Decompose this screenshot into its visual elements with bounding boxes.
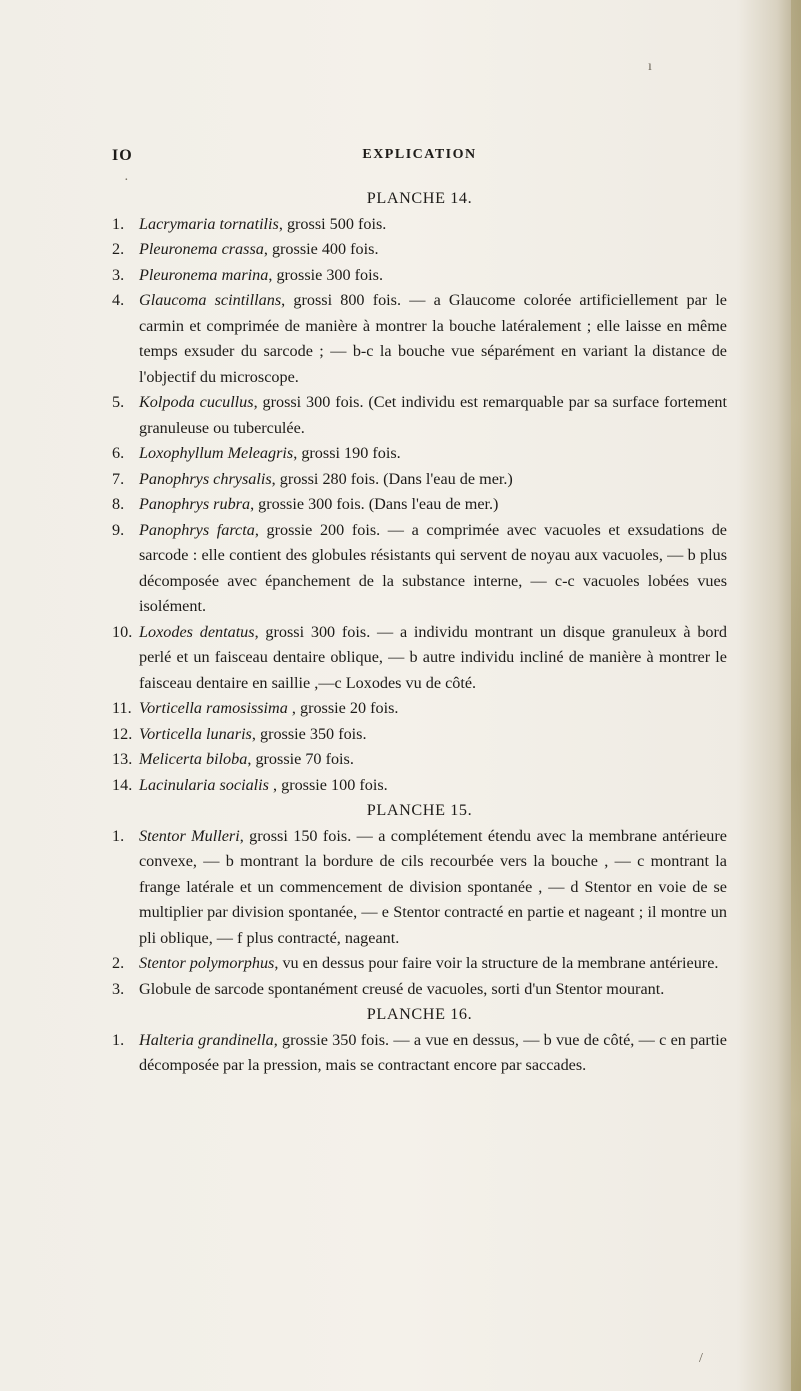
entry-number: 12.	[112, 724, 133, 743]
running-head	[112, 147, 727, 169]
entry-description: , grossie 350 fois. — a vue en dessus, — b vue de côté, — c en partie décomposée par la pression, mais se contractant encore par saccades.	[139, 1030, 727, 1074]
entry-description: , grossie 300 fois. (Dans l'eau de mer.)	[250, 495, 499, 513]
species-name: Stentor polymorphus	[139, 954, 275, 972]
plate-heading: PLANCHE 15.	[366, 801, 473, 819]
species-name: Lacrymaria tornatilis	[139, 214, 279, 233]
page-head-title: EXPLICATION	[362, 147, 477, 162]
plate-entry	[112, 492, 727, 518]
entry-description: , vu en dessus pour faire voir la structure de la membrane antérieure.	[274, 954, 719, 972]
ink-speck: ı	[648, 59, 652, 74]
plate-entry	[112, 467, 727, 493]
entry-description: , grossie 100 fois.	[268, 775, 388, 794]
entry-description: , grossi 280 fois. (Dans l'eau de mer.)	[271, 469, 513, 488]
plate-entry	[112, 518, 727, 620]
plate-entry	[112, 1028, 727, 1079]
plate-entry	[112, 212, 727, 238]
species-name: Panophrys farcta	[139, 520, 255, 539]
plate-entry	[112, 263, 727, 289]
entry-number: 1.	[112, 1030, 125, 1049]
plate-entry	[112, 747, 727, 773]
entry-description: , grossi 300 fois. (Cet individu est remarquable par sa surface fortement granuleuse ou tuberculée.	[139, 393, 727, 437]
entry-description: , grossi 190 fois.	[293, 444, 401, 462]
entry-number: 6.	[112, 444, 125, 462]
plate-entry	[112, 390, 727, 441]
entry-description: , grossi 150 fois. — a complétement étendu avec la membrane antérieure convexe, — b montrant la bordure de cils recourbée vers la bouche , — c montrant la frange latérale et un commencement de division spontanée , — d Stentor en voie de se multiplier par division spontanée, — e Stentor contracté en partie et nageant ; il montre un pli oblique, — f plus contracté, nageant.	[139, 826, 727, 947]
entry-description: Globule de sarcode spontanément creusé de vacuoles, sorti d'un Stentor mourant.	[139, 979, 665, 998]
species-name: Halteria grandinella	[139, 1030, 274, 1049]
plate-entry	[112, 696, 727, 722]
plate-entry	[112, 977, 727, 1003]
entry-number: 3.	[112, 265, 125, 284]
entry-description: , grossie 70 fois.	[247, 750, 354, 768]
entry-description: , grossie 300 fois.	[268, 265, 383, 284]
ink-speck: ·	[124, 173, 129, 188]
species-name: Loxophyllum Meleagris	[139, 444, 294, 462]
plate-entry	[112, 288, 727, 390]
species-name: Panophrys rubra	[139, 495, 251, 513]
entry-description: , grossie 400 fois.	[263, 240, 379, 258]
page-number: IO	[112, 147, 133, 164]
entry-description: , grossie 200 fois. — a comprimée avec vacuoles et exsudations de sarcode : elle contient des globules résistants qui servent de noyau aux vacuoles, — b plus décomposée avec épanchement de la substance interne, — c-c vacuoles lobées vues isolément.	[139, 520, 727, 615]
entry-number: 10.	[112, 622, 133, 641]
explanation-text	[112, 186, 727, 1079]
species-name: Panophrys chrysalis	[139, 469, 272, 488]
entry-number: 2.	[112, 954, 125, 972]
species-name: Pleuronema marina	[139, 265, 269, 284]
species-name: Kolpoda cucullus	[139, 393, 254, 411]
species-name: Lacinularia socialis	[139, 775, 269, 794]
entry-number: 9.	[112, 520, 125, 539]
entry-number: 7.	[112, 469, 125, 488]
plate-entry	[112, 951, 727, 977]
entry-number: 2.	[112, 240, 125, 258]
entry-number: 4.	[112, 291, 125, 309]
plate-heading: PLANCHE 16.	[366, 1005, 473, 1023]
plate-entry	[112, 824, 727, 952]
plate-entry	[112, 441, 727, 467]
plate-heading: PLANCHE 14.	[366, 189, 473, 207]
plate-entry	[112, 773, 727, 799]
entry-number: 3.	[112, 979, 125, 998]
entry-number: 5.	[112, 393, 125, 411]
page-edge-stain	[791, 0, 801, 1391]
species-name: Vorticella lunaris	[139, 724, 252, 743]
entry-description: , grossie 350 fois.	[251, 724, 367, 743]
species-name: Glaucoma scintillans	[139, 291, 282, 309]
entry-description: , grossi 500 fois.	[278, 214, 387, 233]
plate-entry	[112, 620, 727, 697]
species-name: Stentor Mulleri	[139, 826, 240, 845]
species-name: Vorticella ramosissima	[139, 699, 288, 717]
plate-entry	[112, 237, 727, 263]
entry-number: 14.	[112, 775, 133, 794]
entry-number: 11.	[112, 699, 132, 717]
entry-description: , grossie 20 fois.	[287, 699, 399, 717]
entry-number: 1.	[112, 214, 125, 233]
plate-entry	[112, 722, 727, 748]
entry-number: 8.	[112, 495, 125, 513]
ink-speck: /	[699, 1351, 703, 1366]
entry-description: , grossi 300 fois. — a individu montrant un disque granuleux à bord perlé et un faisceau dentaire oblique, — b autre individu incliné de manière à montrer le faisceau dentaire en saillie ,—c Loxodes vu de côté.	[139, 622, 728, 692]
entry-description: , grossi 800 fois. — a Glaucome colorée artificiellement par le carmin et comprimée de manière à montrer la bouche latéralement ; elle laisse en même temps exsuder du sarcode ; — b-c la bouche vue séparément en variant la distance de l'objectif du microscope.	[139, 291, 727, 386]
species-name: Pleuronema crassa	[139, 240, 264, 258]
species-name: Melicerta biloba	[139, 750, 248, 768]
entry-number: 13.	[112, 750, 133, 768]
species-name: Loxodes dentatus	[139, 622, 255, 641]
entry-number: 1.	[112, 826, 125, 845]
